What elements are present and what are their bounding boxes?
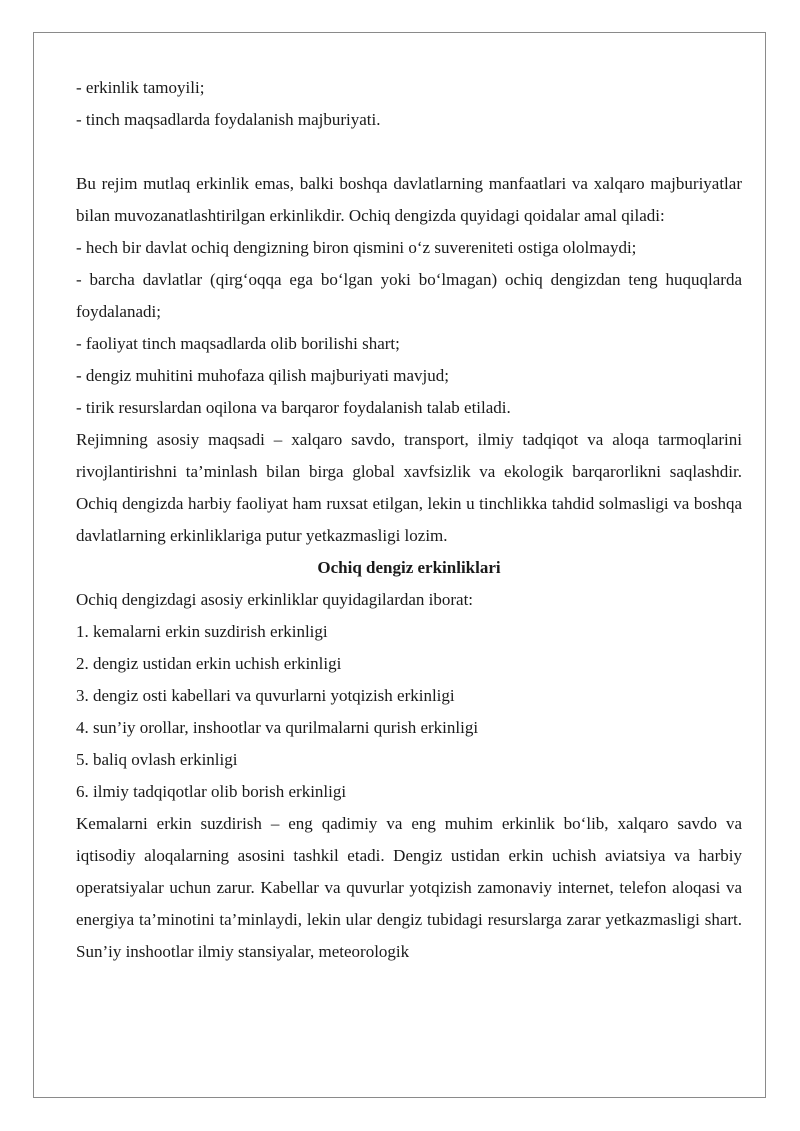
rule-item: - barcha davlatlar (qirg‘oqqa ega bo‘lgan yoki bo‘lmagan) ochiq dengizdan teng huquqlarda foydalanadi; <box>76 270 742 321</box>
freedom-item: 3. dengiz osti kabellari va quvurlarni yotqizish erkinligi <box>76 686 455 705</box>
rule-item: - tirik resurslardan oqilona va barqaror foydalanish talab etiladi. <box>76 398 511 417</box>
section-heading: Ochiq dengiz erkinliklari <box>317 558 501 577</box>
freedom-item: 6. ilmiy tadqiqotlar olib borish erkinligi <box>76 782 347 801</box>
rule-item: - hech bir davlat ochiq dengizning biron qismini o‘z suvereniteti ostiga ololmaydi; <box>76 238 637 257</box>
closing-paragraph: Kemalarni erkin suzdirish – eng qadimiy va eng muhim erkinlik bo‘lib, xalqaro savdo va iqtisodiy aloqalarning asosini tashkil etadi. Dengiz ustidan erkin uchish aviatsiya va harbiy operatsiyalar uchun zarur. Kabellar va quvurlar yotqizish zamonaviy internet, telefon aloqasi va energiya ta’minotini ta’minlaydi, lekin ular dengiz tubidagi resurslarga zarar yetkazmasligi shart. Sun’iy inshootlar ilmiy stansiyalar, meteorologik <box>76 814 742 961</box>
regime-paragraph: Bu rejim mutlaq erkinlik emas, balki boshqa davlatlarning manfaatlari va xalqaro majburiyatlar bilan muvozanatlashtirilgan erkinlikdir. Ochiq dengizda quyidagi qoidalar amal qiladi: <box>76 174 742 225</box>
intro-item: - erkinlik tamoyili; <box>76 78 205 97</box>
rule-item: - faoliyat tinch maqsadlarda olib borilishi shart; <box>76 334 400 353</box>
purpose-paragraph: Rejimning asosiy maqsadi – xalqaro savdo, transport, ilmiy tadqiqot va aloqa tarmoqlarini rivojlantirishni ta’minlash bilan birga global xavfsizlik va ekologik barqarorlikni saqlashdir. Ochiq dengizda harbiy faoliyat ham ruxsat etilgan, lekin u tinchlikka tahdid solmasligi va boshqa davlatlarning erkinliklariga putur yetkazmasligi lozim. <box>76 430 742 545</box>
rule-item: - dengiz muhitini muhofaza qilish majburiyati mavjud; <box>76 366 449 385</box>
freedom-item: 2. dengiz ustidan erkin uchish erkinligi <box>76 654 342 673</box>
freedom-item: 1. kemalarni erkin suzdirish erkinligi <box>76 622 328 641</box>
freedoms-intro: Ochiq dengizdagi asosiy erkinliklar quyidagilardan iborat: <box>76 590 474 609</box>
document-body <box>76 72 742 968</box>
paragraph-gap <box>76 136 742 168</box>
intro-item: - tinch maqsadlarda foydalanish majburiyati. <box>76 110 381 129</box>
freedom-item: 4. sun’iy orollar, inshootlar va qurilmalarni qurish erkinligi <box>76 718 479 737</box>
freedom-item: 5. baliq ovlash erkinligi <box>76 750 238 769</box>
